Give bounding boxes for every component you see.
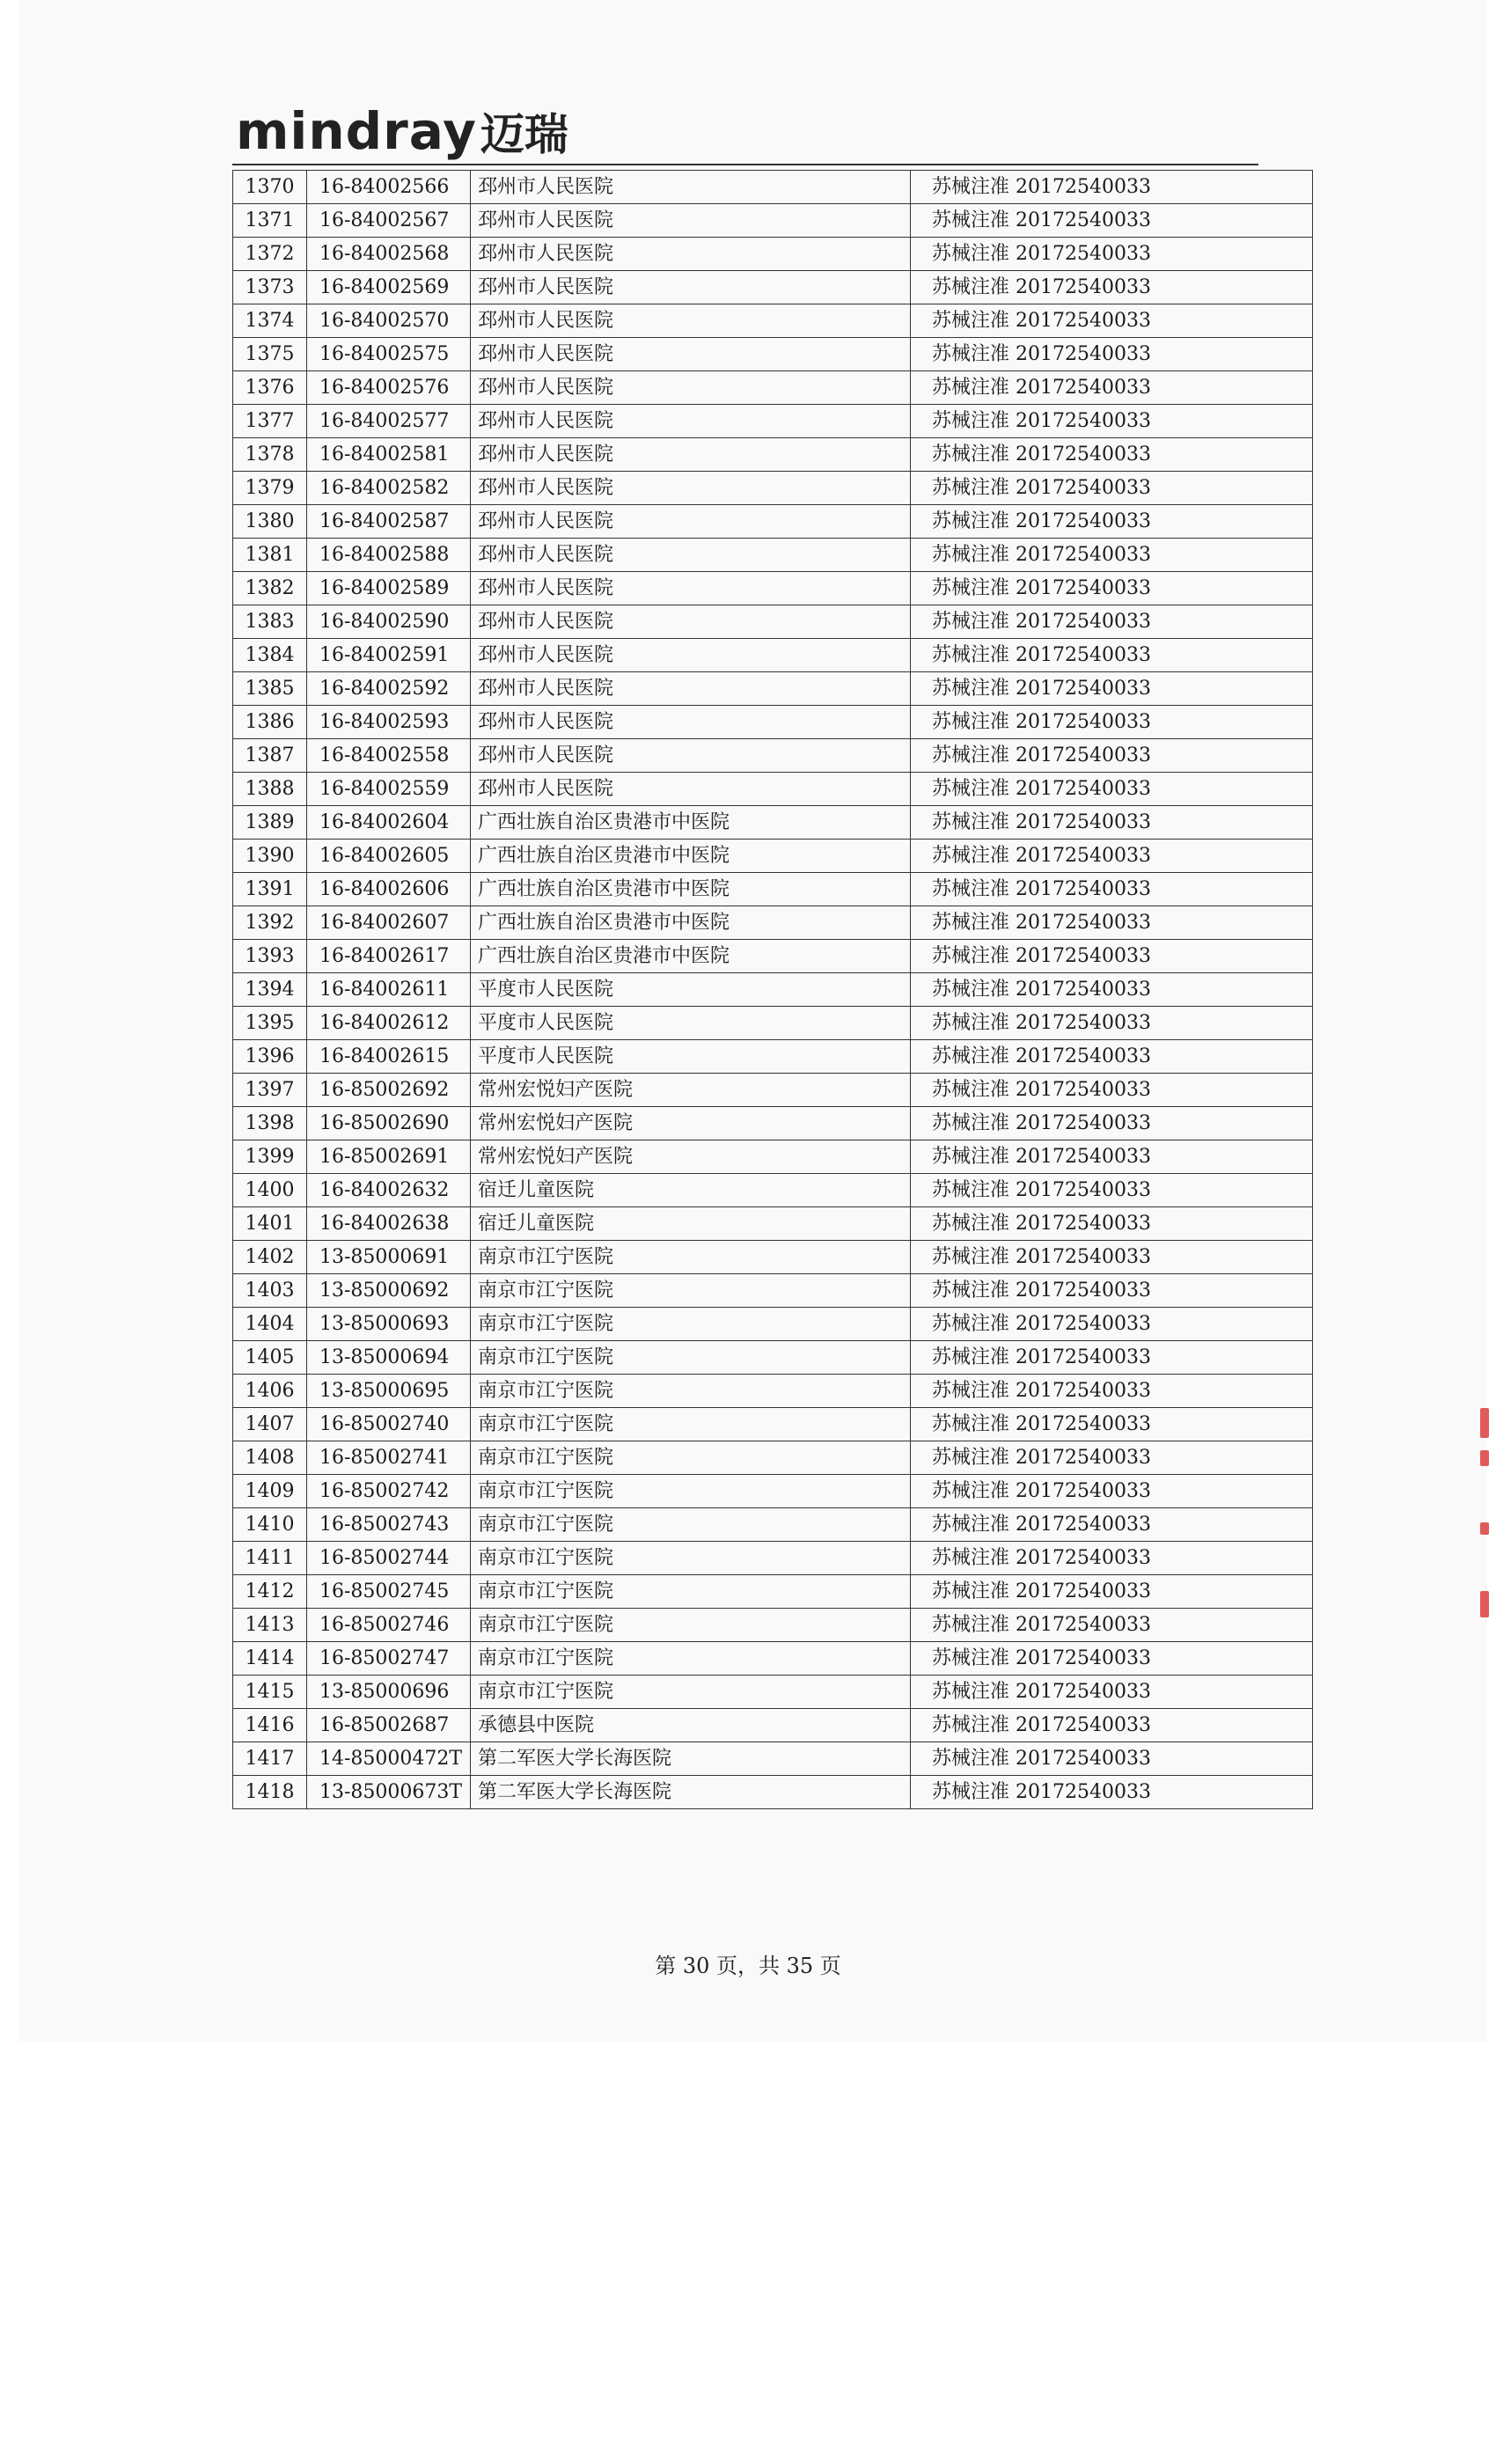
table-row [233, 973, 1313, 1007]
seal-edge-mark [1480, 1591, 1489, 1617]
registration-number-cell: 苏械注准 20172540033 [911, 973, 1313, 1007]
registration-number-cell: 苏械注准 20172540033 [911, 1375, 1313, 1408]
registration-number-cell: 苏械注准 20172540033 [911, 1040, 1313, 1074]
registration-number-cell: 苏械注准 20172540033 [911, 405, 1313, 438]
hospital-name-cell: 邳州市人民医院 [471, 773, 911, 806]
table-row [233, 1274, 1313, 1308]
registration-number-cell: 苏械注准 20172540033 [911, 371, 1313, 405]
table-row [233, 1007, 1313, 1040]
serial-number-cell: 16-84002582 [307, 472, 471, 505]
serial-number-cell: 16-84002558 [307, 739, 471, 773]
serial-number-cell: 16-84002576 [307, 371, 471, 405]
serial-number-cell: 16-84002566 [307, 171, 471, 204]
serial-number-cell: 16-85002744 [307, 1542, 471, 1575]
hospital-name-cell: 宿迁儿童医院 [471, 1207, 911, 1241]
row-number-cell: 1406 [233, 1375, 307, 1408]
registration-number-cell: 苏械注准 20172540033 [911, 1408, 1313, 1441]
serial-number-cell: 16-85002745 [307, 1575, 471, 1609]
table-row [233, 1642, 1313, 1676]
serial-number-cell: 13-85000693 [307, 1308, 471, 1341]
serial-number-cell: 16-84002581 [307, 438, 471, 472]
registration-number-cell: 苏械注准 20172540033 [911, 672, 1313, 706]
row-number-cell: 1390 [233, 840, 307, 873]
row-number-cell: 1400 [233, 1174, 307, 1207]
row-number-cell: 1380 [233, 505, 307, 539]
seal-edge-mark [1480, 1408, 1489, 1438]
registration-number-cell: 苏械注准 20172540033 [911, 605, 1313, 639]
serial-number-cell: 16-84002588 [307, 539, 471, 572]
registration-number-cell: 苏械注准 20172540033 [911, 840, 1313, 873]
table-row [233, 940, 1313, 973]
hospital-name-cell: 南京市江宁医院 [471, 1308, 911, 1341]
registration-number-cell: 苏械注准 20172540033 [911, 1609, 1313, 1642]
row-number-cell: 1403 [233, 1274, 307, 1308]
registration-number-cell: 苏械注准 20172540033 [911, 505, 1313, 539]
row-number-cell: 1408 [233, 1441, 307, 1475]
registration-number-cell: 苏械注准 20172540033 [911, 1241, 1313, 1274]
registration-number-cell: 苏械注准 20172540033 [911, 773, 1313, 806]
table-row [233, 371, 1313, 405]
table-row [233, 204, 1313, 238]
hospital-name-cell: 南京市江宁医院 [471, 1341, 911, 1375]
row-number-cell: 1398 [233, 1107, 307, 1140]
serial-number-cell: 16-84002577 [307, 405, 471, 438]
registration-number-cell: 苏械注准 20172540033 [911, 1341, 1313, 1375]
serial-number-cell: 16-84002567 [307, 204, 471, 238]
serial-number-cell: 16-84002569 [307, 271, 471, 304]
registration-number-cell: 苏械注准 20172540033 [911, 572, 1313, 605]
registration-number-cell: 苏械注准 20172540033 [911, 1776, 1313, 1809]
serial-number-cell: 13-85000673T [307, 1776, 471, 1809]
row-number-cell: 1378 [233, 438, 307, 472]
row-number-cell: 1379 [233, 472, 307, 505]
hospital-name-cell: 广西壮族自治区贵港市中医院 [471, 806, 911, 840]
row-number-cell: 1382 [233, 572, 307, 605]
registration-number-cell: 苏械注准 20172540033 [911, 1174, 1313, 1207]
table-row [233, 1742, 1313, 1776]
logo-wordmark: mindray [236, 101, 477, 161]
hospital-name-cell: 邳州市人民医院 [471, 572, 911, 605]
serial-number-cell: 14-85000472T [307, 1742, 471, 1776]
row-number-cell: 1394 [233, 973, 307, 1007]
registration-number-cell: 苏械注准 20172540033 [911, 806, 1313, 840]
table-row [233, 539, 1313, 572]
hospital-name-cell: 邳州市人民医院 [471, 238, 911, 271]
registration-number-cell: 苏械注准 20172540033 [911, 1542, 1313, 1575]
row-number-cell: 1383 [233, 605, 307, 639]
table-row [233, 1207, 1313, 1241]
hospital-name-cell: 南京市江宁医院 [471, 1375, 911, 1408]
table-row [233, 806, 1313, 840]
hospital-name-cell: 邳州市人民医院 [471, 639, 911, 672]
registration-number-cell: 苏械注准 20172540033 [911, 438, 1313, 472]
row-number-cell: 1397 [233, 1074, 307, 1107]
hospital-name-cell: 邳州市人民医院 [471, 438, 911, 472]
hospital-name-cell: 南京市江宁医院 [471, 1274, 911, 1308]
serial-number-cell: 16-84002570 [307, 304, 471, 338]
row-number-cell: 1407 [233, 1408, 307, 1441]
hospital-name-cell: 广西壮族自治区贵港市中医院 [471, 840, 911, 873]
hospital-name-cell: 邳州市人民医院 [471, 338, 911, 371]
row-number-cell: 1375 [233, 338, 307, 371]
serial-number-cell: 16-85002746 [307, 1609, 471, 1642]
table-row [233, 672, 1313, 706]
table-row [233, 171, 1313, 204]
serial-number-cell: 16-84002612 [307, 1007, 471, 1040]
header-divider [232, 164, 1258, 165]
hospital-name-cell: 南京市江宁医院 [471, 1441, 911, 1475]
row-number-cell: 1384 [233, 639, 307, 672]
hospital-name-cell: 邳州市人民医院 [471, 304, 911, 338]
registration-number-cell: 苏械注准 20172540033 [911, 739, 1313, 773]
row-number-cell: 1374 [233, 304, 307, 338]
table-row [233, 1241, 1313, 1274]
table-row [233, 338, 1313, 371]
table-row [233, 1140, 1313, 1174]
registration-number-cell: 苏械注准 20172540033 [911, 1475, 1313, 1508]
registration-number-cell: 苏械注准 20172540033 [911, 906, 1313, 940]
table-row [233, 572, 1313, 605]
table-row [233, 438, 1313, 472]
mindray-logo [236, 95, 568, 161]
registration-number-cell: 苏械注准 20172540033 [911, 472, 1313, 505]
registration-number-cell: 苏械注准 20172540033 [911, 706, 1313, 739]
hospital-name-cell: 邳州市人民医院 [471, 706, 911, 739]
row-number-cell: 1391 [233, 873, 307, 906]
table-row [233, 739, 1313, 773]
hospital-name-cell: 邳州市人民医院 [471, 505, 911, 539]
table-row [233, 605, 1313, 639]
serial-number-cell: 16-84002593 [307, 706, 471, 739]
table-row [233, 1341, 1313, 1375]
serial-number-cell: 16-85002743 [307, 1508, 471, 1542]
registration-number-cell: 苏械注准 20172540033 [911, 304, 1313, 338]
hospital-name-cell: 南京市江宁医院 [471, 1241, 911, 1274]
serial-number-cell: 16-84002587 [307, 505, 471, 539]
serial-number-cell: 16-84002605 [307, 840, 471, 873]
hospital-name-cell: 第二军医大学长海医院 [471, 1776, 911, 1809]
row-number-cell: 1370 [233, 171, 307, 204]
table-row [233, 1609, 1313, 1642]
table-row [233, 639, 1313, 672]
hospital-name-cell: 常州宏悦妇产医院 [471, 1107, 911, 1140]
serial-number-cell: 16-84002632 [307, 1174, 471, 1207]
row-number-cell: 1381 [233, 539, 307, 572]
row-number-cell: 1396 [233, 1040, 307, 1074]
table-row [233, 1375, 1313, 1408]
registration-number-cell: 苏械注准 20172540033 [911, 639, 1313, 672]
serial-number-cell: 16-84002589 [307, 572, 471, 605]
hospital-name-cell: 邳州市人民医院 [471, 605, 911, 639]
registration-number-cell: 苏械注准 20172540033 [911, 1676, 1313, 1709]
hospital-name-cell: 南京市江宁医院 [471, 1642, 911, 1676]
table-row [233, 304, 1313, 338]
table-row [233, 840, 1313, 873]
serial-number-cell: 16-84002568 [307, 238, 471, 271]
registration-number-cell: 苏械注准 20172540033 [911, 1441, 1313, 1475]
logo-chinese-name: 迈瑞 [480, 109, 568, 160]
table-row [233, 1074, 1313, 1107]
table-row [233, 1107, 1313, 1140]
registration-number-cell: 苏械注准 20172540033 [911, 1274, 1313, 1308]
serial-number-cell: 16-85002691 [307, 1140, 471, 1174]
hospital-name-cell: 南京市江宁医院 [471, 1542, 911, 1575]
registration-number-cell: 苏械注准 20172540033 [911, 1575, 1313, 1609]
row-number-cell: 1416 [233, 1709, 307, 1742]
hospital-name-cell: 平度市人民医院 [471, 973, 911, 1007]
serial-number-cell: 13-85000691 [307, 1241, 471, 1274]
row-number-cell: 1417 [233, 1742, 307, 1776]
hospital-name-cell: 承德县中医院 [471, 1709, 911, 1742]
registration-number-cell: 苏械注准 20172540033 [911, 1074, 1313, 1107]
row-number-cell: 1377 [233, 405, 307, 438]
registration-number-cell: 苏械注准 20172540033 [911, 539, 1313, 572]
serial-number-cell: 16-85002742 [307, 1475, 471, 1508]
hospital-name-cell: 南京市江宁医院 [471, 1475, 911, 1508]
registration-number-cell: 苏械注准 20172540033 [911, 204, 1313, 238]
row-number-cell: 1385 [233, 672, 307, 706]
row-number-cell: 1409 [233, 1475, 307, 1508]
serial-number-cell: 16-84002607 [307, 906, 471, 940]
serial-number-cell: 16-85002690 [307, 1107, 471, 1140]
row-number-cell: 1411 [233, 1542, 307, 1575]
registration-number-cell: 苏械注准 20172540033 [911, 1308, 1313, 1341]
hospital-name-cell: 邳州市人民医院 [471, 405, 911, 438]
row-number-cell: 1389 [233, 806, 307, 840]
serial-number-cell: 16-84002615 [307, 1040, 471, 1074]
table-row [233, 1040, 1313, 1074]
hospital-name-cell: 广西壮族自治区贵港市中医院 [471, 906, 911, 940]
serial-number-cell: 16-85002687 [307, 1709, 471, 1742]
registration-number-cell: 苏械注准 20172540033 [911, 171, 1313, 204]
registration-number-cell: 苏械注准 20172540033 [911, 1642, 1313, 1676]
serial-number-cell: 13-85000694 [307, 1341, 471, 1375]
row-number-cell: 1415 [233, 1676, 307, 1709]
hospital-name-cell: 第二军医大学长海医院 [471, 1742, 911, 1776]
serial-number-cell: 16-85002741 [307, 1441, 471, 1475]
serial-number-cell: 16-84002638 [307, 1207, 471, 1241]
hospital-name-cell: 广西壮族自治区贵港市中医院 [471, 940, 911, 973]
hospital-name-cell: 常州宏悦妇产医院 [471, 1074, 911, 1107]
hospital-name-cell: 南京市江宁医院 [471, 1575, 911, 1609]
row-number-cell: 1376 [233, 371, 307, 405]
hospital-name-cell: 邳州市人民医院 [471, 271, 911, 304]
hospital-name-cell: 邳州市人民医院 [471, 204, 911, 238]
table-row [233, 1709, 1313, 1742]
row-number-cell: 1401 [233, 1207, 307, 1241]
row-number-cell: 1412 [233, 1575, 307, 1609]
row-number-cell: 1373 [233, 271, 307, 304]
registration-number-cell: 苏械注准 20172540033 [911, 338, 1313, 371]
serial-number-cell: 13-85000696 [307, 1676, 471, 1709]
table-row [233, 906, 1313, 940]
row-number-cell: 1388 [233, 773, 307, 806]
table-row [233, 773, 1313, 806]
serial-number-cell: 16-84002590 [307, 605, 471, 639]
serial-number-cell: 16-85002740 [307, 1408, 471, 1441]
serial-number-cell: 16-84002606 [307, 873, 471, 906]
table-row [233, 1676, 1313, 1709]
serial-number-cell: 16-84002611 [307, 973, 471, 1007]
hospital-name-cell: 平度市人民医院 [471, 1040, 911, 1074]
table-row [233, 271, 1313, 304]
table-row [233, 1174, 1313, 1207]
registration-number-cell: 苏械注准 20172540033 [911, 940, 1313, 973]
row-number-cell: 1393 [233, 940, 307, 973]
table-row [233, 1441, 1313, 1475]
hospital-name-cell: 常州宏悦妇产医院 [471, 1140, 911, 1174]
device-registration-table [232, 170, 1313, 1809]
row-number-cell: 1404 [233, 1308, 307, 1341]
table-row [233, 405, 1313, 438]
hospital-name-cell: 邳州市人民医院 [471, 672, 911, 706]
row-number-cell: 1395 [233, 1007, 307, 1040]
row-number-cell: 1386 [233, 706, 307, 739]
hospital-name-cell: 南京市江宁医院 [471, 1408, 911, 1441]
table-row [233, 1575, 1313, 1609]
row-number-cell: 1414 [233, 1642, 307, 1676]
hospital-name-cell: 邳州市人民医院 [471, 371, 911, 405]
hospital-name-cell: 邳州市人民医院 [471, 171, 911, 204]
hospital-name-cell: 广西壮族自治区贵港市中医院 [471, 873, 911, 906]
row-number-cell: 1372 [233, 238, 307, 271]
row-number-cell: 1410 [233, 1508, 307, 1542]
registration-number-cell: 苏械注准 20172540033 [911, 1742, 1313, 1776]
page-number: 第 30 页，共 35 页 [655, 1954, 841, 1978]
table-row [233, 873, 1313, 906]
registration-number-cell: 苏械注准 20172540033 [911, 271, 1313, 304]
hospital-name-cell: 邳州市人民医院 [471, 472, 911, 505]
hospital-name-cell: 宿迁儿童医院 [471, 1174, 911, 1207]
seal-edge-mark [1480, 1450, 1489, 1466]
table-row [233, 1776, 1313, 1809]
registration-number-cell: 苏械注准 20172540033 [911, 1140, 1313, 1174]
hospital-name-cell: 南京市江宁医院 [471, 1676, 911, 1709]
row-number-cell: 1405 [233, 1341, 307, 1375]
registration-number-cell: 苏械注准 20172540033 [911, 1007, 1313, 1040]
registration-number-cell: 苏械注准 20172540033 [911, 873, 1313, 906]
table-row [233, 706, 1313, 739]
table-row [233, 1542, 1313, 1575]
hospital-name-cell: 南京市江宁医院 [471, 1609, 911, 1642]
serial-number-cell: 13-85000692 [307, 1274, 471, 1308]
registration-number-cell: 苏械注准 20172540033 [911, 1709, 1313, 1742]
table-body [233, 171, 1313, 1809]
serial-number-cell: 16-84002604 [307, 806, 471, 840]
serial-number-cell: 16-84002591 [307, 639, 471, 672]
serial-number-cell: 16-85002692 [307, 1074, 471, 1107]
seal-edge-mark [1480, 1522, 1489, 1535]
serial-number-cell: 16-84002575 [307, 338, 471, 371]
serial-number-cell: 16-84002617 [307, 940, 471, 973]
table-row [233, 1308, 1313, 1341]
row-number-cell: 1387 [233, 739, 307, 773]
table-row [233, 1408, 1313, 1441]
table-row [233, 472, 1313, 505]
row-number-cell: 1413 [233, 1609, 307, 1642]
serial-number-cell: 16-85002747 [307, 1642, 471, 1676]
row-number-cell: 1392 [233, 906, 307, 940]
table-row [233, 1508, 1313, 1542]
hospital-name-cell: 邳州市人民医院 [471, 539, 911, 572]
table-row [233, 1475, 1313, 1508]
table-row [233, 238, 1313, 271]
hospital-name-cell: 平度市人民医院 [471, 1007, 911, 1040]
row-number-cell: 1399 [233, 1140, 307, 1174]
serial-number-cell: 13-85000695 [307, 1375, 471, 1408]
hospital-name-cell: 南京市江宁医院 [471, 1508, 911, 1542]
hospital-name-cell: 邳州市人民医院 [471, 739, 911, 773]
table-row [233, 505, 1313, 539]
registration-number-cell: 苏械注准 20172540033 [911, 238, 1313, 271]
row-number-cell: 1418 [233, 1776, 307, 1809]
row-number-cell: 1371 [233, 204, 307, 238]
serial-number-cell: 16-84002559 [307, 773, 471, 806]
serial-number-cell: 16-84002592 [307, 672, 471, 706]
registration-number-cell: 苏械注准 20172540033 [911, 1207, 1313, 1241]
registration-number-cell: 苏械注准 20172540033 [911, 1508, 1313, 1542]
registration-number-cell: 苏械注准 20172540033 [911, 1107, 1313, 1140]
row-number-cell: 1402 [233, 1241, 307, 1274]
